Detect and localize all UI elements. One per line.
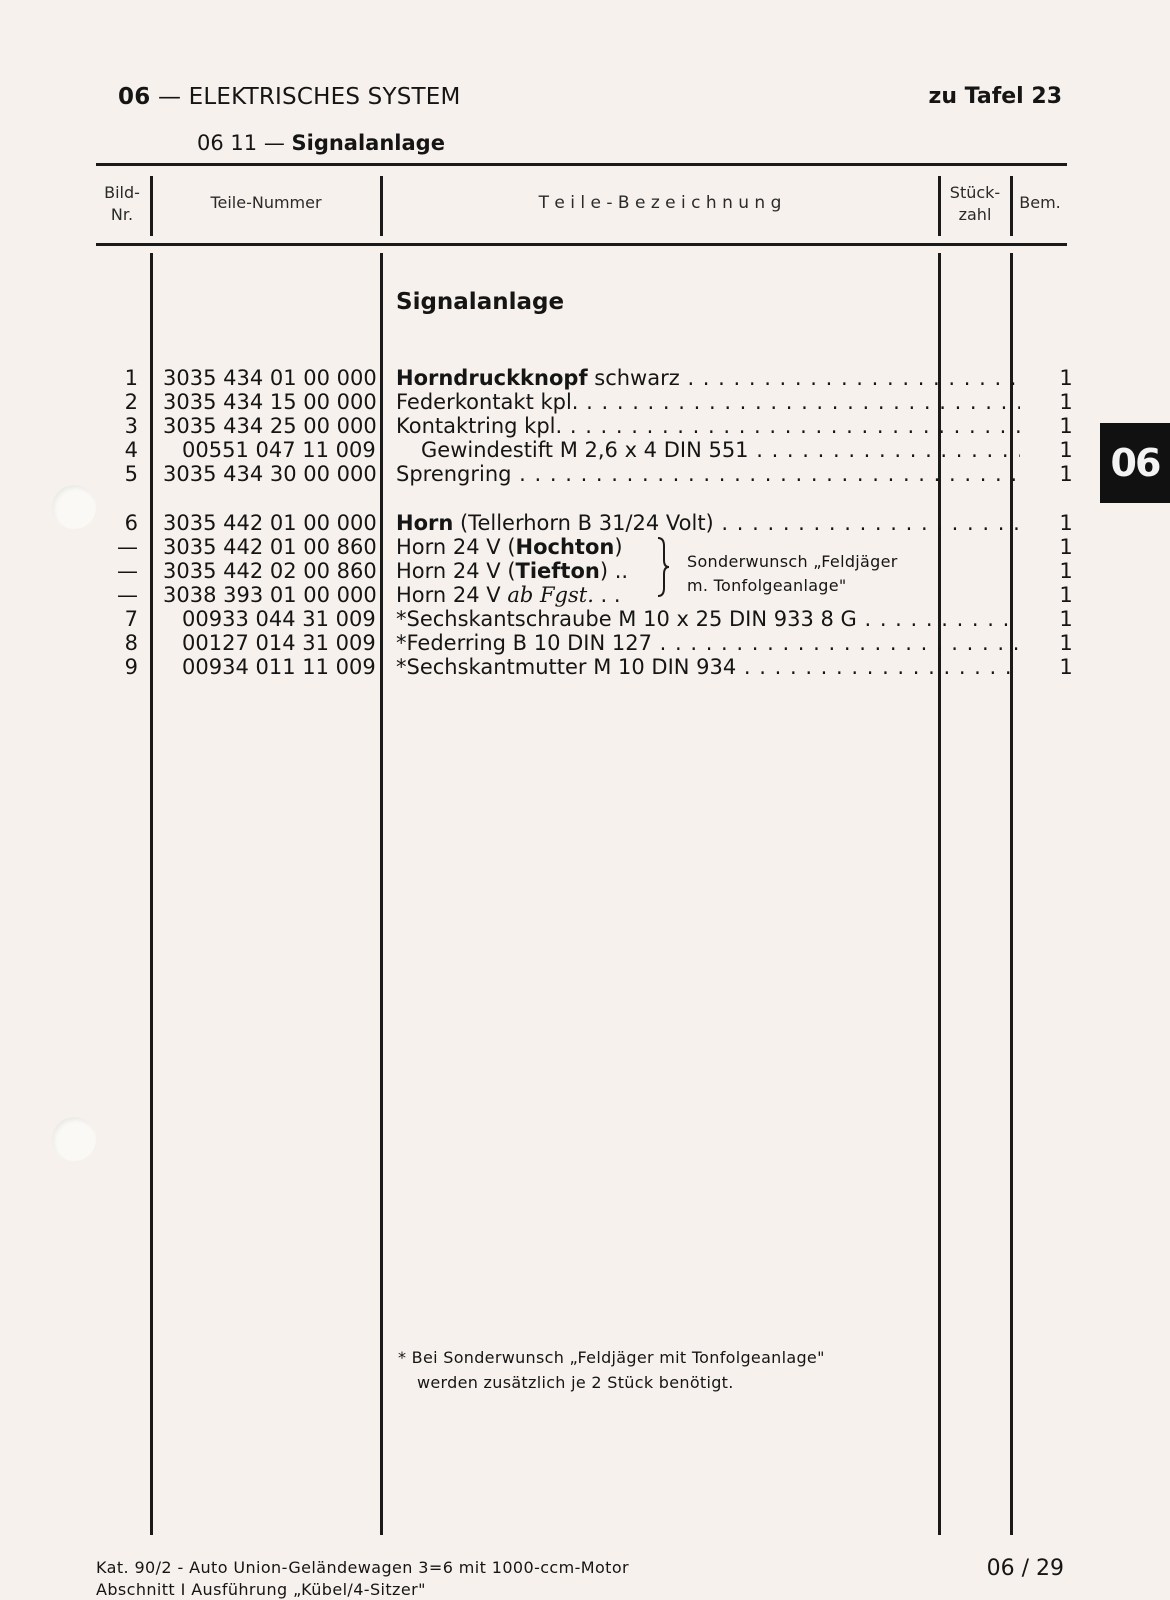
row-teile-nummer: 3035 434 30 00 000: [163, 462, 377, 486]
row-bezeichnung-pre: Horn 24 V (: [396, 559, 516, 583]
row-bezeichnung-text: Gewindestift M 2,6 x 4 DIN 551: [421, 438, 749, 462]
row-qty: 1: [1059, 414, 1073, 438]
footer-line1: Kat. 90/2 - Auto Union-Geländewagen 3=6 mit 1000-ccm-Motor: [96, 1558, 630, 1577]
row-nr: 1: [124, 366, 138, 390]
row-bezeichnung-text: schwarz: [587, 366, 680, 390]
row-teile-nummer: 3035 442 02 00 860: [163, 559, 377, 583]
row-bezeichnung: [396, 511, 1020, 535]
row-teile-nummer: 00934 011 11 009: [182, 655, 376, 679]
row-qty: 1: [1059, 438, 1073, 462]
row-qty: 1: [1059, 462, 1073, 486]
footnote-line1: * Bei Sonderwunsch „Feldjäger mit Tonfolgeanlage": [398, 1348, 825, 1367]
col-header-bild-nr: [96, 182, 148, 226]
row-nr: 4: [124, 438, 138, 462]
row-nr: —: [117, 583, 138, 607]
row-nr: 7: [124, 607, 138, 631]
table-header-bottom-rule: [96, 243, 1067, 246]
subsection-heading: 06 11 — Signalanlage: [197, 131, 445, 155]
row-teile-nummer: 3035 442 01 00 000: [163, 511, 377, 535]
row-bezeichnung-text: (Tellerhorn B 31/24 Volt): [453, 511, 714, 535]
section-title: ELEKTRISCHES SYSTEM: [188, 84, 461, 110]
row-bezeichnung-bold: Horn: [396, 511, 454, 535]
row-qty: 1: [1059, 366, 1073, 390]
row-nr: 2: [124, 390, 138, 414]
row-nr: 5: [124, 462, 138, 486]
col-header-stueckzahl-line2: zahl: [958, 205, 992, 224]
footer-line2: Abschnitt I Ausführung „Kübel/4-Sitzer": [96, 1580, 426, 1599]
row-bezeichnung: [396, 390, 1020, 414]
row-bezeichnung-text: *Federring B 10 DIN 127: [396, 631, 652, 655]
row-qty: 1: [1059, 607, 1073, 631]
row-bezeichnung-bold: Hochton: [515, 535, 615, 559]
row-bezeichnung: [396, 366, 1020, 390]
row-teile-nummer: 3035 434 15 00 000: [163, 390, 377, 414]
row-teile-nummer: 3035 434 25 00 000: [163, 414, 377, 438]
curly-brace-icon: [656, 536, 670, 598]
subsection-code: 06 11: [197, 131, 258, 155]
row-qty: 1: [1059, 583, 1073, 607]
row-teile-nummer: 00551 047 11 009: [182, 438, 376, 462]
row-bezeichnung: [396, 607, 1020, 631]
row-qty: 1: [1059, 390, 1073, 414]
row-bezeichnung: [396, 535, 666, 559]
side-note-line1: Sonderwunsch „Feldjäger: [687, 552, 898, 571]
body-divider-1: [150, 253, 153, 1535]
side-note-line2: m. Tonfolgeanlage": [687, 576, 847, 595]
row-bezeichnung-text: *Sechskantschraube M 10 x 25 DIN 933 8 G: [396, 607, 857, 631]
row-bezeichnung-pre: Horn 24 V (: [396, 535, 516, 559]
row-teile-nummer: 3035 442 01 00 860: [163, 535, 377, 559]
row-bezeichnung-post: . .: [593, 583, 621, 607]
row-bezeichnung-post: ) ..: [599, 559, 629, 583]
row-qty: 1: [1059, 535, 1073, 559]
col-header-bild-nr-line1: Bild-: [104, 183, 140, 202]
row-teile-nummer: 00127 014 31 009: [182, 631, 376, 655]
punch-hole-lower: [52, 1117, 96, 1161]
footnote-line2: werden zusätzlich je 2 Stück benötigt.: [417, 1373, 734, 1392]
row-nr: 9: [124, 655, 138, 679]
row-nr: —: [117, 559, 138, 583]
row-qty: 1: [1059, 511, 1073, 535]
row-bezeichnung-post: ): [614, 535, 623, 559]
row-bezeichnung-text: Federkontakt kpl.: [396, 390, 579, 414]
row-bezeichnung-bold: Tiefton: [515, 559, 600, 583]
row-bezeichnung-pre: Horn 24 V: [396, 583, 508, 607]
col-header-teile-bezeichnung: T e i l e - B e z e i c h n u n g: [538, 193, 782, 213]
section-tab: 06: [1100, 423, 1170, 503]
row-teile-nummer: 3035 434 01 00 000: [163, 366, 377, 390]
subsection-title: Signalanlage: [291, 131, 445, 155]
row-bezeichnung-text: Sprengring: [396, 462, 512, 486]
table-top-rule: [96, 163, 1067, 166]
row-bezeichnung: [396, 414, 1020, 438]
row-nr: —: [117, 535, 138, 559]
row-nr: 6: [124, 511, 138, 535]
row-bezeichnung: [396, 583, 666, 607]
page-number: 06 / 29: [986, 1556, 1064, 1581]
col-header-stueckzahl: [941, 182, 1009, 226]
row-bezeichnung: [396, 655, 1020, 679]
row-bezeichnung: [396, 631, 1020, 655]
row-bezeichnung: [421, 438, 1020, 462]
tafel-reference: zu Tafel 23: [928, 84, 1062, 109]
row-bezeichnung: [396, 462, 1020, 486]
section-heading: 06 — ELEKTRISCHES SYSTEM: [118, 84, 461, 110]
row-bezeichnung-bold: Horndruckknopf: [396, 366, 588, 390]
col-header-stueckzahl-line1: Stück-: [949, 183, 1001, 202]
row-teile-nummer: 3038 393 01 00 000: [163, 583, 377, 607]
row-bezeichnung-text: *Sechskantmutter M 10 DIN 934: [396, 655, 737, 679]
row-bezeichnung: [396, 559, 666, 583]
row-nr: 8: [124, 631, 138, 655]
row-bezeichnung-italic: ab Fgst.: [507, 583, 594, 607]
col-header-teile-nummer: Teile-Nummer: [210, 193, 322, 212]
row-nr: 3: [124, 414, 138, 438]
row-qty: 1: [1059, 559, 1073, 583]
col-header-bem: Bem.: [1019, 193, 1061, 212]
row-bezeichnung-text: Kontaktring kpl.: [396, 414, 563, 438]
section-code: 06: [118, 84, 151, 110]
row-qty: 1: [1059, 655, 1073, 679]
row-qty: 1: [1059, 631, 1073, 655]
group-title: Signalanlage: [396, 289, 565, 315]
col-header-bild-nr-line2: Nr.: [110, 205, 134, 224]
punch-hole-upper: [52, 485, 96, 529]
row-teile-nummer: 00933 044 31 009: [182, 607, 376, 631]
